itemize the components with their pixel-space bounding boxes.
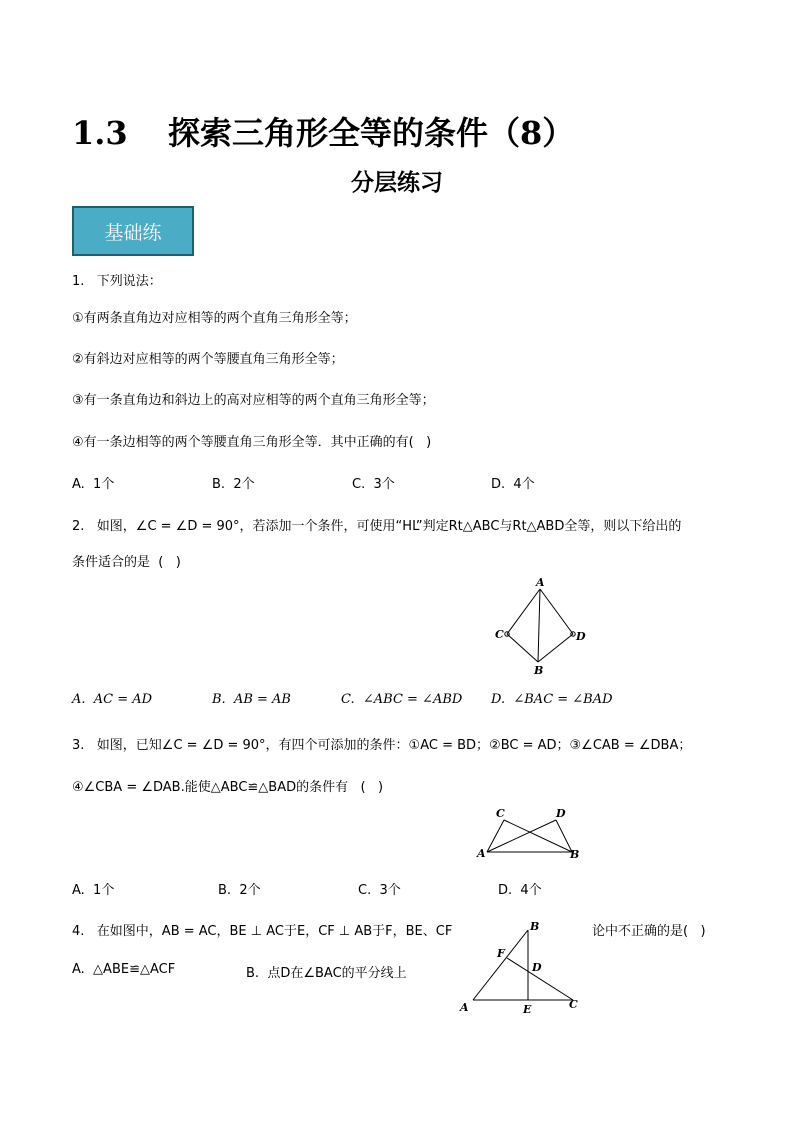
q1-statement-3: ③有一条直角边和斜边上的高对应相等的两个直角三角形全等； (72, 393, 435, 408)
page-title (72, 108, 574, 154)
q2-segment-db (538, 634, 573, 662)
q4-label-b: B (530, 920, 540, 933)
q2-segment-ab (538, 589, 540, 662)
q3-figure (472, 806, 586, 864)
q4-stem-end: 论中不正确的是( ) (592, 924, 706, 939)
q3-option-b: B. 2个 (218, 883, 261, 898)
q2-label-d: D (576, 630, 586, 643)
q2-stem-line-2: 条件适合的是 ( ) (72, 555, 181, 570)
q4-stem-start: 4. 在如图中，AB = AC，BE ⊥ AC于E，CF ⊥ AB于F，BE、CF (72, 924, 453, 939)
q3-option-a: A. 1个 (72, 883, 115, 898)
level-badge: 基础练 (72, 206, 194, 256)
q2-label-b: B (534, 664, 544, 677)
q3-label-c: C (496, 807, 505, 820)
q3-option-c: C. 3个 (358, 883, 401, 898)
q1-statement-4: ④有一条边相等的两个等腰直角三角形全等．其中正确的有( ) (72, 435, 432, 450)
q3-segment-ad (487, 820, 556, 852)
q2-label-a: A (536, 576, 545, 589)
q4-option-b: B. 点D在∠BAC的平分线上 (246, 966, 407, 981)
q3-label-d: D (556, 807, 566, 820)
q1-statement-1: ①有两条直角边对应相等的两个直角三角形全等； (72, 311, 357, 326)
q2-option-a: A. AC = AD (72, 692, 153, 707)
q1-statement-2: ②有斜边对应相等的两个等腰直角三角形全等； (72, 352, 344, 367)
q1-option-d: D. 4个 (491, 477, 535, 492)
q2-option-c: C. ∠ABC = ∠ABD (341, 692, 463, 707)
q4-label-d: D (532, 961, 542, 974)
q2-figure (490, 574, 590, 680)
q2-option-d: D. ∠BAC = ∠BAD (491, 692, 613, 707)
q2-segment-ac (507, 589, 540, 634)
q2-label-c: C (495, 628, 504, 641)
section-number: 1.3 (72, 114, 128, 152)
q4-label-a: A (460, 1001, 469, 1014)
q1-stem: 1. 下列说法： (72, 274, 162, 289)
q3-option-d: D. 4个 (498, 883, 542, 898)
q4-label-e: E (523, 1003, 532, 1016)
q2-stem-line-1: 2. 如图，∠C = ∠D = 90°，若添加一个条件，可使用“HL”判定Rt△ABC与Rt△ABD全等，则以下给出的 (72, 519, 682, 534)
q1-option-c: C. 3个 (352, 477, 395, 492)
q3-stem-line-2: ④∠CBA = ∠DAB.能使△ABC≌△BAD的条件有 ( ) (72, 780, 384, 795)
q4-label-f: F (497, 947, 505, 960)
q3-stem-line-1: 3. 如图，已知∠C = ∠D = 90°，有四个可添加的条件：①AC = BD；②BC = AD；③∠CAB = ∠DBA； (72, 738, 692, 753)
page-subtitle: 分层练习 (351, 169, 443, 196)
q3-label-a: A (477, 847, 486, 860)
q1-option-b: B. 2个 (212, 477, 255, 492)
q4-option-a: A. △ABE≌△ACF (72, 962, 176, 977)
q4-label-c: C (569, 998, 578, 1011)
q3-segment-cb (504, 820, 572, 852)
q2-segment-ad (540, 589, 573, 634)
title-text: 探索三角形全等的条件（8） (168, 114, 575, 152)
q3-label-b: B (570, 848, 580, 861)
q4-figure (455, 916, 590, 1018)
q3-segment-ac (487, 820, 504, 852)
q2-segment-cb (507, 634, 538, 662)
q1-option-a: A. 1个 (72, 477, 115, 492)
q2-option-b: B. AB = AB (212, 692, 291, 707)
